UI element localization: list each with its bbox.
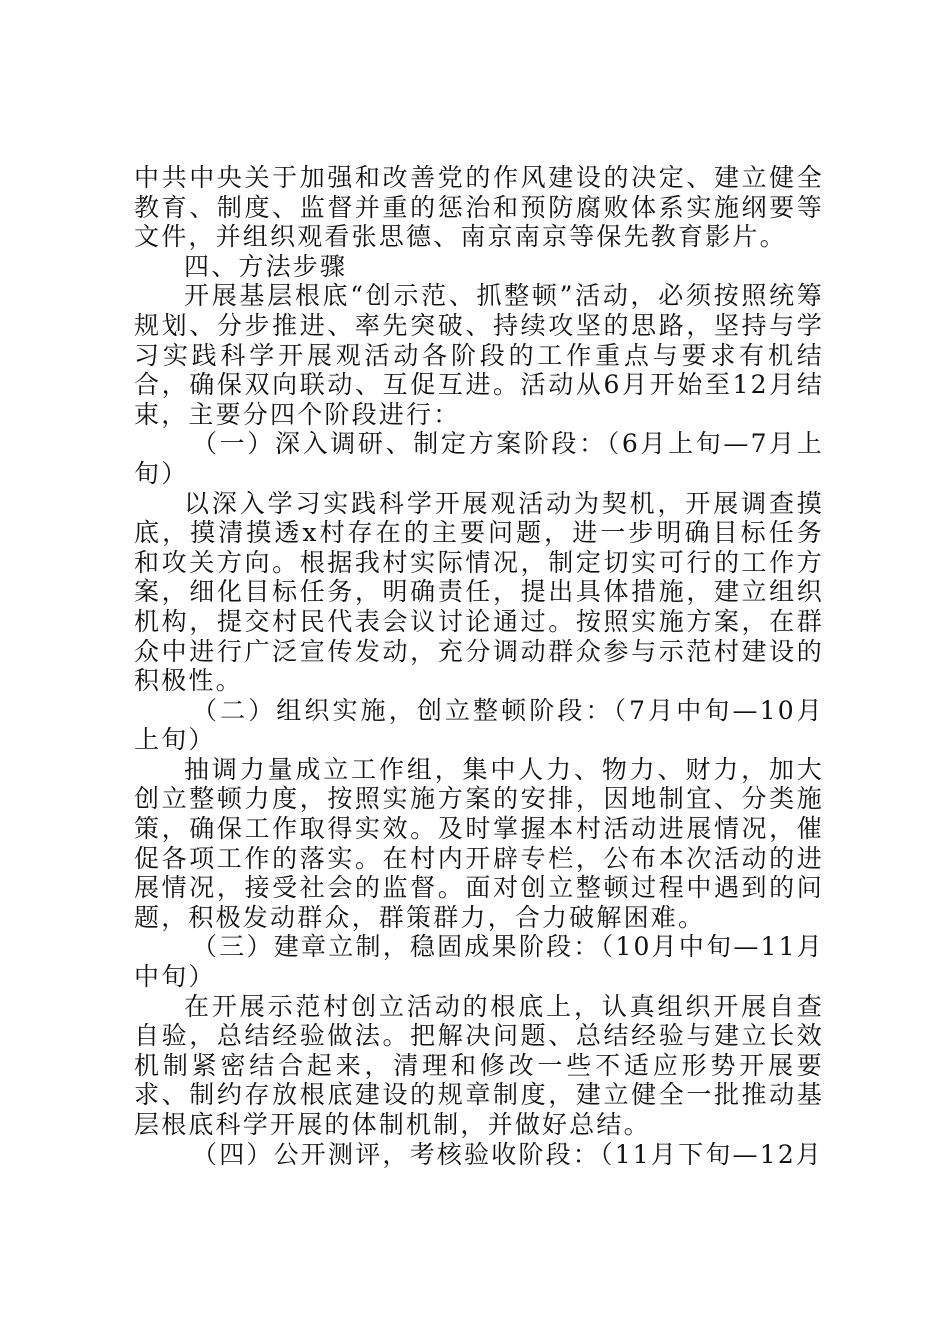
phase-heading-4: （四）公开测评，考核验收阶段：（11月下旬—12月	[192, 1139, 824, 1169]
document-body	[134, 163, 824, 1169]
paragraph-body: 以深入学习实践科学开展观活动为契机，开展调查摸底，摸清摸透x村存在的主要问题，进一步明确目标任务和攻关方向。根据我村实际情况，制定切实可行的工作方案，细化目标任务，明确责任，提出具体措施，建立组织机构，提交村民代表会议讨论通过。按照实施方案，在群众中进行广泛宣传发动，充分调动群众参与示范村建设的积极性。	[134, 488, 824, 696]
section-heading: 四、方法步骤	[184, 251, 348, 281]
phase-heading-3: （三）建章立制，稳固成果阶段：（10月中旬—11月中旬）	[134, 932, 824, 992]
paragraph-body: 在开展示范村创立活动的根底上，认真组织开展自查自验，总结经验做法。把解决问题、总结经验与建立长效机制紧密结合起来，清理和修改一些不适应形势开展要求、制约存放根底建设的规章制度，建立健全一批推动基层根底科学开展的体制机制，并做好总结。	[134, 991, 824, 1139]
paragraph-body: 抽调力量成立工作组，集中人力、物力、财力，加大创立整顿力度，按照实施方案的安排，因地制宜、分类施策，确保工作取得实效。及时掌握本村活动进展情况，催促各项工作的落实。在村内开辟专栏，公布本次活动的进展情况，接受社会的监督。面对创立整顿过程中遇到的问题，积极发动群众，群策群力，合力破解困难。	[134, 754, 824, 932]
phase-heading-1: （一）深入调研、制定方案阶段：（6月上旬—7月上旬）	[134, 429, 824, 488]
paragraph-body: 开展基层根底“创示范、抓整顿”活动，必须按照统筹规划、分步推进、率先突破、持续攻坚的思路，坚持与学习实践科学开展观活动各阶段的工作重点与要求有机结合，确保双向联动、互促互进。活动从6月开始至12月结束，主要分四个阶段进行：	[134, 281, 824, 429]
paragraph-body-continuation: 中共中央关于加强和改善党的作风建设的决定、建立健全教育、制度、监督并重的惩治和预防腐败体系实施纲要等文件，并组织观看张思德、南京南京等保先教育影片。	[134, 163, 824, 252]
phase-heading-2: （二）组织实施，创立整顿阶段：（7月中旬—10月上旬）	[134, 695, 824, 755]
